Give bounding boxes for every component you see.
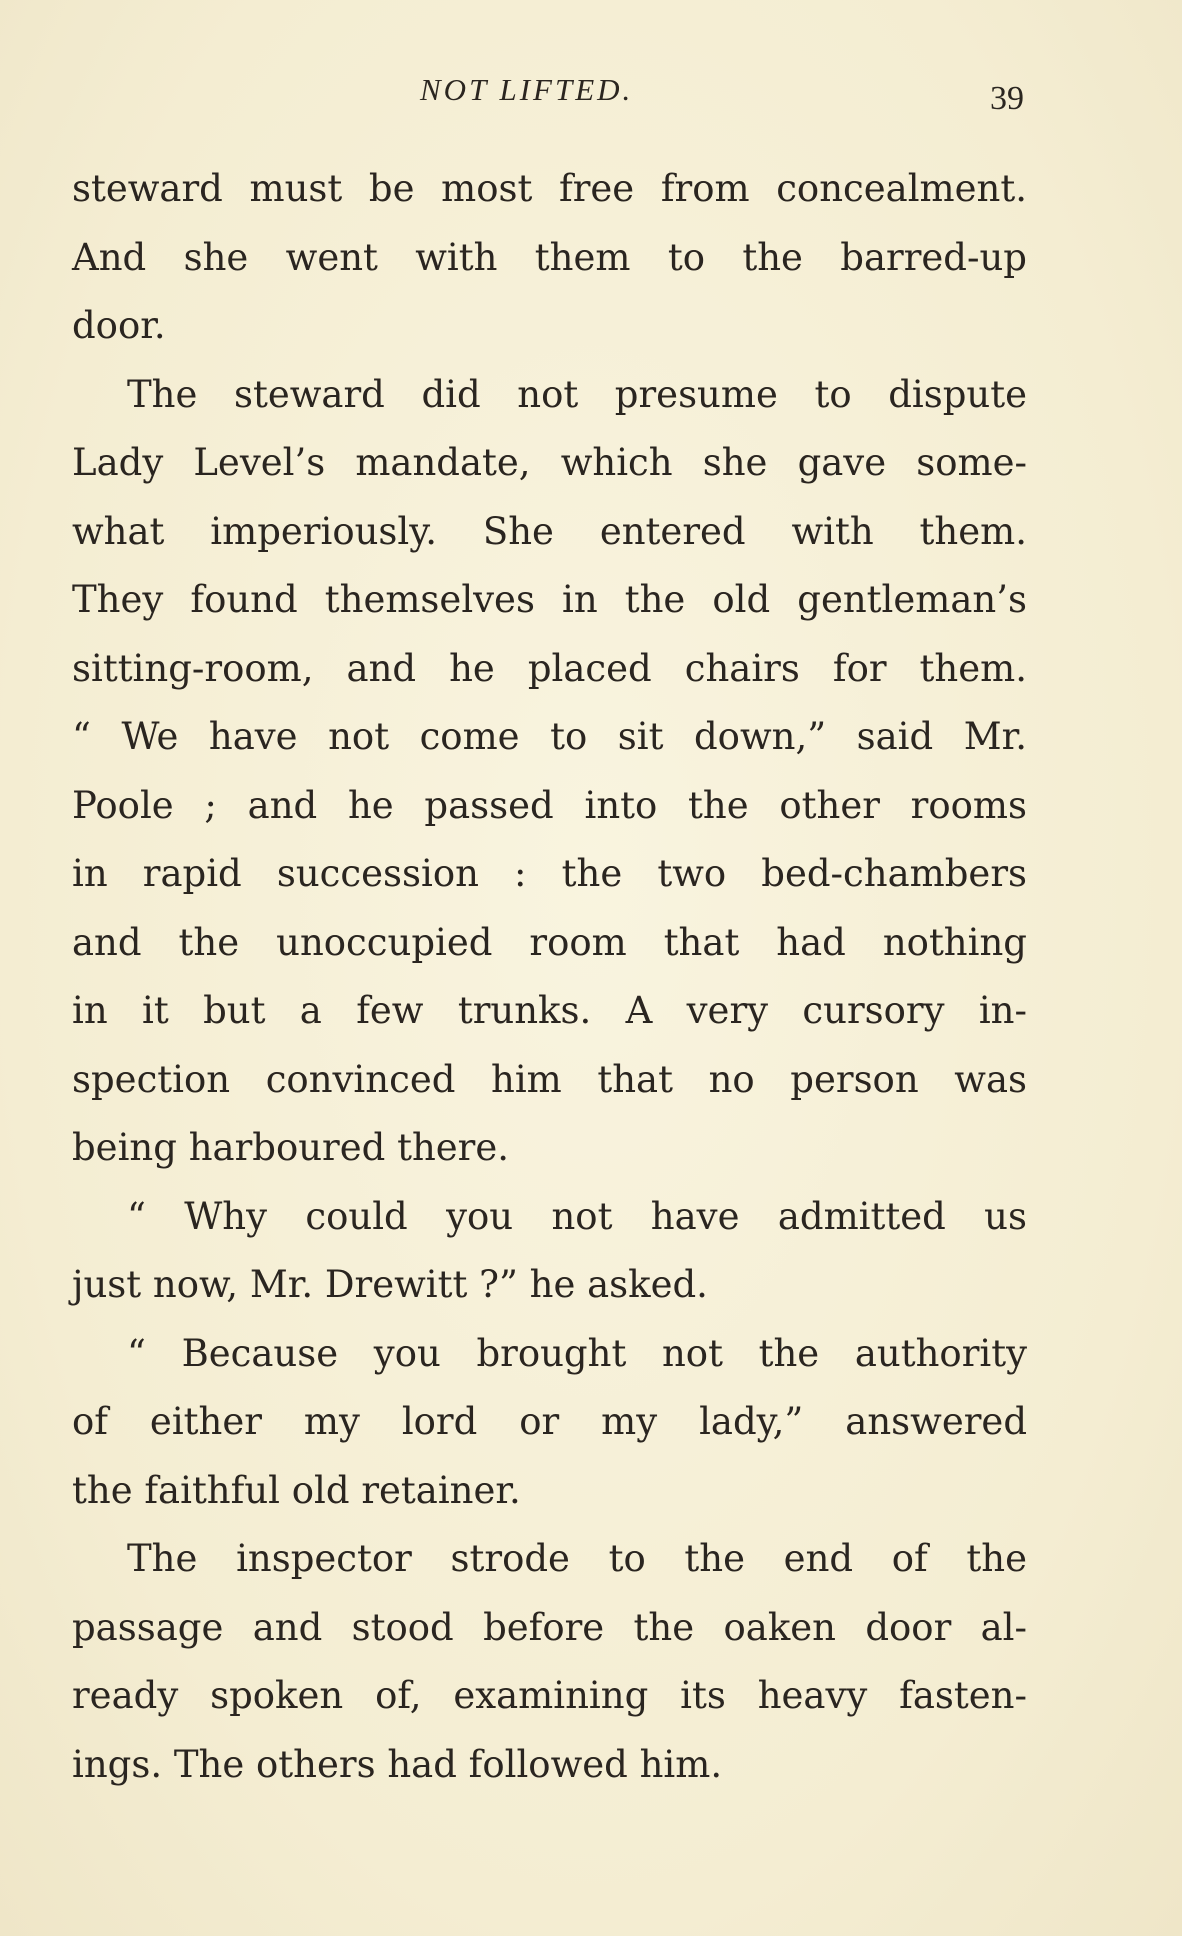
body-text bbox=[72, 155, 1027, 1799]
text-line: of either my lord or my lady,” answered bbox=[72, 1400, 1027, 1443]
text-line: the faithful old retainer. bbox=[72, 1468, 521, 1512]
text-line: ings. The others had followed him. bbox=[72, 1742, 723, 1786]
text-line: in it but a few trunks. A very cursory in- bbox=[72, 989, 1027, 1032]
running-head bbox=[0, 72, 1182, 122]
text-line: steward must be most free from concealment. bbox=[72, 167, 1027, 210]
text-line: just now, Mr. Drewitt ?” he asked. bbox=[72, 1263, 708, 1306]
text-line: “ Why could you not have admitted us bbox=[127, 1194, 1027, 1238]
text-line: Lady Level’s mandate, which she gave some- bbox=[72, 441, 1027, 484]
text-line: being harboured there. bbox=[72, 1126, 510, 1169]
text-line: what imperiously. She entered with them. bbox=[72, 509, 1027, 553]
text-line: passage and stood before the oaken door al- bbox=[72, 1605, 1027, 1649]
text-line: And she went with them to the barred-up bbox=[72, 235, 1027, 279]
text-line: Poole ; and he passed into the other rooms bbox=[72, 783, 1027, 827]
text-line: “ We have not come to sit down,” said Mr. bbox=[72, 715, 1027, 758]
text-line: in rapid succession : the two bed-chambers bbox=[72, 852, 1027, 895]
page-number: 39 bbox=[990, 80, 1024, 117]
text-line: “ Because you brought not the authority bbox=[127, 1331, 1027, 1375]
text-line: ready spoken of, examining its heavy fasten- bbox=[72, 1674, 1027, 1717]
text-line: The steward did not presume to dispute bbox=[127, 372, 1027, 416]
text-line: sitting-room, and he placed chairs for them. bbox=[72, 646, 1027, 690]
text-line: door. bbox=[72, 304, 166, 347]
text-line: They found themselves in the old gentleman’s bbox=[72, 578, 1027, 621]
text-line: spection convinced him that no person was bbox=[72, 1057, 1027, 1101]
text-line: The inspector strode to the end of the bbox=[127, 1537, 1027, 1580]
running-title: NOT LIFTED. bbox=[420, 72, 634, 107]
text-line: and the unoccupied room that had nothing bbox=[72, 920, 1027, 964]
